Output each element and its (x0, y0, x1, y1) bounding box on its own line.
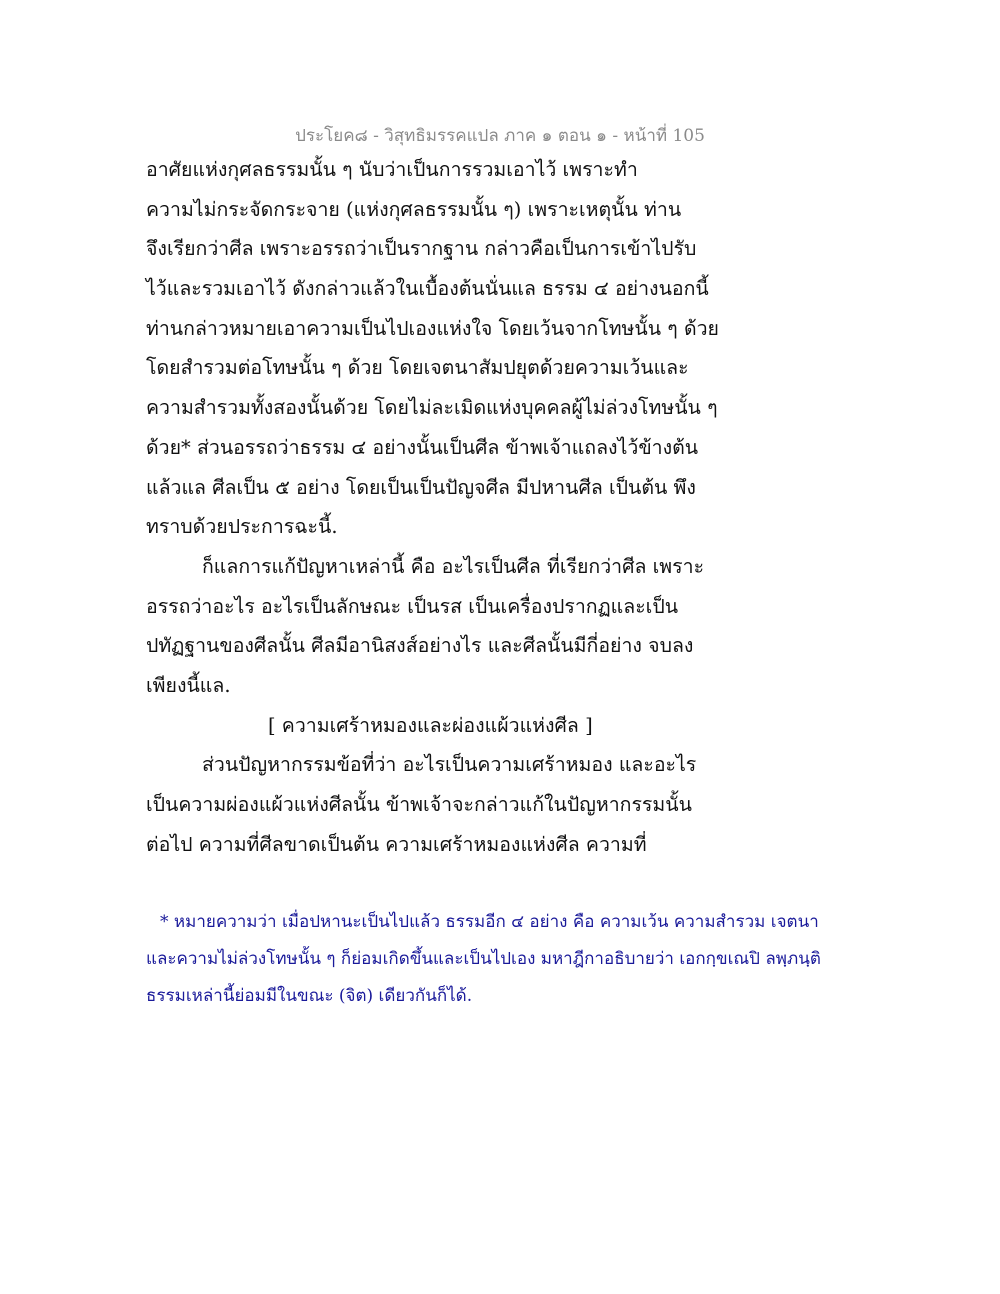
text-line: เพียงนี้แล. (146, 673, 231, 697)
text-line: แล้วแล ศีลเป็น ๕ อย่าง โดยเป็นเป็นปัญจศีล มีปหานศีล เป็นต้น พึง (146, 475, 696, 499)
text-line: ด้วย* ส่วนอรรถว่าธรรม ๔ อย่างนั้นเป็นศีล ข้าพเจ้าแถลงไว้ข้างต้น (146, 435, 699, 459)
text-line: จึงเรียกว่าศีล เพราะอรรถว่าเป็นรากฐาน กล่าวคือเป็นการเข้าไปรับ (146, 237, 697, 261)
text-line: ความไม่กระจัดกระจาย (แห่งกุศลธรรมนั้น ๆ) เพราะเหตุนั้น ท่าน (146, 197, 682, 221)
footnote-line: * หมายความว่า เมื่อปหานะเป็นไปแล้ว ธรรมอีก ๔ อย่าง คือ ความเว้น ความสำรวม เจตนา (160, 912, 819, 932)
footnote-line: ธรรมเหล่านี้ย่อมมีในขณะ (จิต) เดียวกันก็ได้. (146, 986, 473, 1006)
running-header: ประโยค๘ - วิสุทธิมรรคแปล ภาค ๑ ตอน ๑ - หน้าที่ 105 (295, 126, 705, 146)
text-line: ทราบด้วยประการฉะนี้. (146, 515, 338, 539)
main-text (146, 150, 866, 864)
footnote (146, 904, 866, 1015)
text-line: ปทัฏฐานของศีลนั้น ศีลมีอานิสงส์อย่างไร และศีลนั้นมีกี่อย่าง จบลง (146, 634, 694, 658)
text-line: เป็นความผ่องแผ้วแห่งศีลนั้น ข้าพเจ้าจะกล่าวแก้ในปัญหากรรมนั้น (146, 793, 692, 816)
text-line: ท่านกล่าวหมายเอาความเป็นไปเองแห่งใจ โดยเว้นจากโทษนั้น ๆ ด้วย (146, 316, 719, 340)
text-line: ความสำรวมทั้งสองนั้นด้วย โดยไม่ละเมิดแห่งบุคคลผู้ไม่ล่วงโทษนั้น ๆ (146, 396, 718, 420)
text-line: อาศัยแห่งกุศลธรรมนั้น ๆ นับว่าเป็นการรวมเอาไว้ เพราะทำ (146, 158, 638, 181)
text-line: ต่อไป ความที่ศีลขาดเป็นต้น ความเศร้าหมองแห่งศีล ความที่ (146, 832, 647, 856)
paragraph-start-line: ส่วนปัญหากรรมข้อที่ว่า อะไรเป็นความเศร้าหมอง และอะไร (202, 753, 697, 777)
section-heading: [ ความเศร้าหมองและผ่องแผ้วแห่งศีล ] (268, 713, 593, 737)
text-line: ไว้และรวมเอาไว้ ดังกล่าวแล้วในเบื้องต้นนั่นแล ธรรม ๔ อย่างนอกนี้ (146, 277, 709, 301)
paragraph-start-line: ก็แลการแก้ปัญหาเหล่านี้ คือ อะไรเป็นศีล ที่เรียกว่าศีล เพราะ (202, 554, 705, 578)
text-line: อรรถว่าอะไร อะไรเป็นลักษณะ เป็นรส เป็นเครื่องปรากฏและเป็น (146, 594, 679, 618)
footnote-line: และความไม่ล่วงโทษนั้น ๆ ก็ย่อมเกิดขึ้นและเป็นไปเอง มหาฎีกาอธิบายว่า เอกกฺขเณปิ ลพฺภนฺติ (146, 949, 821, 969)
text-line: โดยสำรวมต่อโทษนั้น ๆ ด้วย โดยเจตนาสัมปยุตด้วยความเว้นและ (146, 356, 689, 380)
